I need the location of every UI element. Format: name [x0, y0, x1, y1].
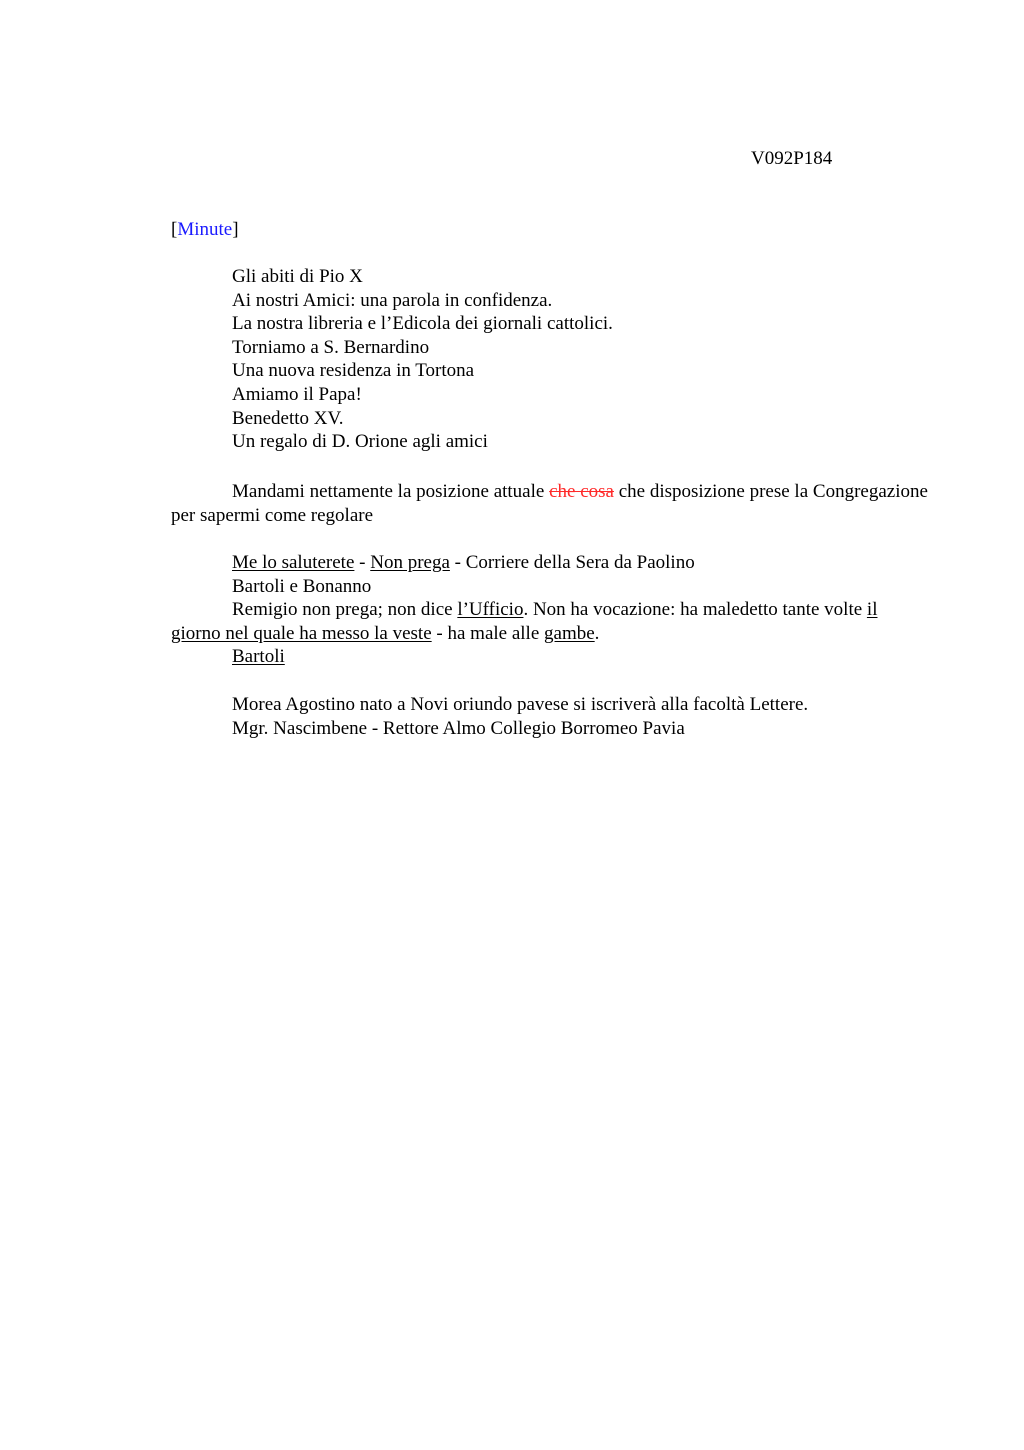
titles-list [171, 265, 931, 454]
note-text: - ha male alle [431, 622, 545, 644]
final-line: Morea Agostino nato a Novi oriundo pavese si iscriverà alla facoltà Lettere. [232, 694, 809, 715]
title-line: Torniamo a S. Bernardino [232, 336, 430, 358]
separator: - [354, 552, 371, 573]
minute-link[interactable]: Minute [177, 219, 233, 240]
note-line: Bartoli e Bonanno [232, 575, 372, 597]
underlined-text: Bartoli [232, 646, 285, 668]
note-text: . [594, 622, 600, 644]
underlined-text: l’Ufficio [457, 599, 524, 621]
section-label [171, 218, 239, 242]
note-text: - Corriere della Sera da Paolino [449, 552, 695, 573]
title-line: Una nuova residenza in Tortona [232, 360, 475, 382]
title-line: Un regalo di D. Orione agli amici [232, 431, 488, 453]
deleted-text: che cosa [549, 481, 614, 502]
underlined-text: gambe [544, 622, 595, 644]
notes-block [171, 551, 931, 669]
open-bracket: [ [171, 219, 178, 240]
note-text: . Non ha vocazione: ha maledetto tante volte [523, 599, 867, 621]
final-line: Mgr. Nascimbene - Rettore Almo Collegio Borromeo Pavia [232, 717, 685, 739]
underlined-text: Me lo saluterete [232, 552, 355, 573]
paragraph-text-start: Mandami nettamente la posizione attuale [232, 481, 550, 502]
note-line [171, 551, 931, 575]
title-line: Benedetto XV. [232, 407, 344, 429]
title-line: Gli abiti di Pio X [232, 266, 363, 287]
note-text: Remigio non prega; non dice [232, 599, 458, 621]
paragraph-text [171, 480, 931, 527]
title-line: La nostra libreria e l’Edicola dei giornali cattolici. [232, 313, 613, 335]
underlined-text: il giorno nel quale ha messo la veste [171, 599, 878, 644]
title-line: Amiamo il Papa! [232, 383, 362, 405]
note-line [171, 645, 931, 669]
underlined-text: Non prega [370, 552, 450, 573]
paragraph-position [171, 480, 931, 527]
document-id: V092P184 [751, 148, 833, 169]
final-block [171, 693, 931, 740]
title-line: Ai nostri Amici: una parola in confidenza. [232, 289, 553, 311]
close-bracket: ] [232, 219, 239, 240]
paragraph-text-end: che disposizione prese la Congregazione per sapermi come regolare [171, 481, 928, 526]
note-paragraph [171, 598, 931, 645]
